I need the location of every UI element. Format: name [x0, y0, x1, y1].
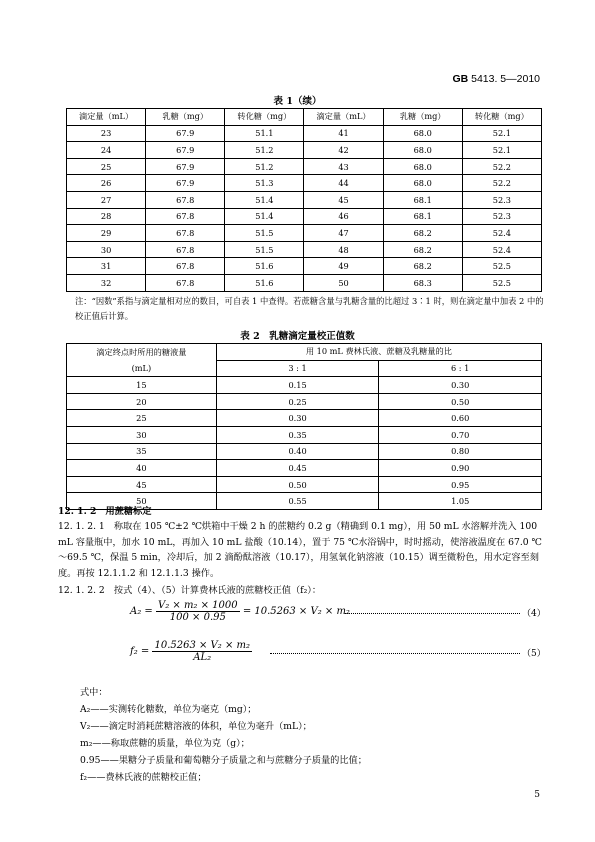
table2-row: [67, 460, 542, 477]
table1-cell: 48: [304, 241, 383, 258]
table1-header-cell: 乳糖（mg）: [146, 109, 225, 126]
table2-cell: 0.45: [216, 460, 379, 477]
table1-cell: 51.2: [225, 158, 304, 175]
table1-cell: 68.0: [383, 125, 462, 142]
table1-row: [67, 191, 542, 208]
formula-4-rhs: = 10.5263 × V₂ × m₂: [242, 606, 350, 617]
table1-cell: 31: [67, 258, 146, 275]
table1-cell: 51.6: [225, 274, 304, 291]
table2-row: [67, 426, 542, 443]
formula-5-number: （5）: [522, 649, 546, 659]
table1-cell: 32: [67, 274, 146, 291]
table2-cell: 20: [67, 393, 217, 410]
table1-cell: 30: [67, 241, 146, 258]
table1-cell: 52.2: [462, 175, 541, 192]
formula-5-fraction: [152, 640, 252, 663]
table2-cell: 35: [67, 443, 217, 460]
table2-cell: 0.50: [216, 476, 379, 493]
table2-cell: 0.55: [216, 493, 379, 510]
table2-cell: 0.25: [216, 393, 379, 410]
table1-cell: 46: [304, 208, 383, 225]
table1-cell: 44: [304, 175, 383, 192]
table2-header-ratio2: 6 : 1: [379, 360, 542, 377]
table1-cell: 67.8: [146, 191, 225, 208]
formula-4: [130, 600, 350, 623]
table2-cell: 0.95: [379, 476, 542, 493]
table1-cell: 51.5: [225, 225, 304, 242]
table1-caption: 表 1（续）: [273, 96, 322, 107]
table2-caption: 表 2 乳糖滴定量校正值数: [240, 331, 355, 342]
table1-row: [67, 125, 542, 142]
table1-cell: 51.5: [225, 241, 304, 258]
table1-header-row: [67, 109, 542, 126]
table1-cell: 67.9: [146, 158, 225, 175]
table1-cell: 68.0: [383, 158, 462, 175]
table1-cell: 52.4: [462, 241, 541, 258]
table1-cell: 42: [304, 142, 383, 159]
table1-cell: 50: [304, 274, 383, 291]
table1-cell: 43: [304, 158, 383, 175]
table1-cell: 68.3: [383, 274, 462, 291]
table1-row: [67, 208, 542, 225]
table1-cell: 25: [67, 158, 146, 175]
table1-cell: 68.0: [383, 175, 462, 192]
table2-cell: 30: [67, 426, 217, 443]
table2-header-col1-unit: (mL): [67, 360, 217, 377]
table2-cell: 0.30: [216, 410, 379, 427]
table1-cell: 51.2: [225, 142, 304, 159]
table1-row: [67, 175, 542, 192]
formula-5-numerator: 10.5263 × V₂ × m₂: [154, 640, 251, 651]
table1-header-cell: 转化糖（mg）: [225, 109, 304, 126]
table1: [66, 108, 542, 292]
formula-5: [130, 640, 252, 663]
table1-cell: 68.2: [383, 258, 462, 275]
table1-cell: 67.9: [146, 175, 225, 192]
table2-cell: 0.50: [379, 393, 542, 410]
table1-cell: 51.6: [225, 258, 304, 275]
table1-header-cell: 滴定量（mL）: [304, 109, 383, 126]
formula-4-number: （4）: [522, 609, 546, 619]
table1-cell: 24: [67, 142, 146, 159]
table2-cell: 0.70: [379, 426, 542, 443]
table2-cell: 40: [67, 460, 217, 477]
table1-cell: 26: [67, 175, 146, 192]
table1-cell: 28: [67, 208, 146, 225]
table1-cell: 68.2: [383, 225, 462, 242]
table2-cell: 0.30: [379, 377, 542, 394]
table2-cell: 0.15: [216, 377, 379, 394]
table2-cell: 45: [67, 476, 217, 493]
section-paragraph-1: 12. 1. 2. 1 称取在 105 ℃±2 ℃烘箱中干燥 2 h 的蔗糖约 0.2 g（精确到 0.1 mg），用 50 mL 水溶解并洗入 100 mL 容量瓶中，加水 10 mL，再加入 10 mL 盐酸（10.14），置于 75 ℃水浴锅中，时时摇动，使溶液温度在 67.0 ℃～69.5 ℃，保温 5 min，冷却后，加 2 滴酚酞溶液（10.17），用氢氧化钠溶液（10.15）调至微粉色，用水定容至刻度。再按 12.1.1.2 和 12.1.1.3 操作。: [58, 521, 542, 579]
table1-cell: 52.3: [462, 208, 541, 225]
table2-cell: 15: [67, 377, 217, 394]
table1-cell: 27: [67, 191, 146, 208]
definition-item: m₂——称取蔗糖的质量，单位为克（g）；: [80, 738, 250, 749]
table2-row: [67, 476, 542, 493]
table1-header-cell: 滴定量（mL）: [67, 109, 146, 126]
table1-cell: 51.1: [225, 125, 304, 142]
table1-cell: 49: [304, 258, 383, 275]
table1-cell: 29: [67, 225, 146, 242]
table2-header-ratio1: 3 : 1: [216, 360, 379, 377]
table1-row: [67, 274, 542, 291]
table2-cell: 1.05: [379, 493, 542, 510]
table1-cell: 23: [67, 125, 146, 142]
table2-cell: 0.40: [216, 443, 379, 460]
table1-cell: 67.9: [146, 125, 225, 142]
page-number: 5: [534, 790, 540, 800]
table1-cell: 68.0: [383, 142, 462, 159]
table1-cell: 51.4: [225, 208, 304, 225]
definition-item: V₂——滴定时消耗蔗糖溶液的体积，单位为毫升（mL）；: [80, 721, 312, 732]
table1-cell: 67.9: [146, 142, 225, 159]
table1-row: [67, 225, 542, 242]
table1-cell: 52.5: [462, 274, 541, 291]
definition-item: f₂——费林氏液的蔗糖校正值；: [80, 772, 207, 783]
table1-row: [67, 258, 542, 275]
table2-cell: 0.35: [216, 426, 379, 443]
table2-row: [67, 393, 542, 410]
table1-cell: 45: [304, 191, 383, 208]
table2-row: [67, 410, 542, 427]
table1-cell: 52.2: [462, 158, 541, 175]
table2-cell: 25: [67, 410, 217, 427]
formula-4-lhs: A₂ =: [130, 606, 153, 617]
definition-item: A₂——实测转化糖数，单位为毫克（mg）；: [80, 704, 257, 715]
table1-row: [67, 241, 542, 258]
table1-cell: 67.8: [146, 241, 225, 258]
table2-cell: 0.80: [379, 443, 542, 460]
table1-cell: 52.1: [462, 142, 541, 159]
formula-5-denominator: AL₂: [193, 652, 212, 663]
formula-4-denominator: 100 × 0.95: [169, 612, 226, 623]
table1-cell: 52.1: [462, 125, 541, 142]
table2: [66, 343, 542, 510]
formula-4-numerator: V₂ × m₂ × 1000: [157, 600, 238, 611]
table1-cell: 52.3: [462, 191, 541, 208]
table1-cell: 51.4: [225, 191, 304, 208]
formula-4-fraction: [156, 600, 240, 623]
table1-cell: 68.1: [383, 191, 462, 208]
definitions-intro: 式中：: [80, 687, 108, 698]
table1-cell: 67.8: [146, 258, 225, 275]
table2-header-col1: 滴定终点时所用的糖液量: [67, 344, 217, 361]
table1-cell: 41: [304, 125, 383, 142]
table1-cell: 47: [304, 225, 383, 242]
table1-cell: 52.5: [462, 258, 541, 275]
table1-cell: 68.1: [383, 208, 462, 225]
table2-cell: 50: [67, 493, 217, 510]
formula-5-lhs: f₂ =: [130, 646, 150, 657]
table1-cell: 51.3: [225, 175, 304, 192]
section-paragraph-2: 12. 1. 2. 2 按式（4）、（5）计算费林氏液的蔗糖校正值（f₂）：: [58, 585, 322, 596]
table2-row: [67, 443, 542, 460]
table2-row: [67, 377, 542, 394]
section-heading: 12. 1. 2 用蔗糖标定: [58, 506, 152, 517]
formula-5-leader: [270, 653, 520, 654]
standard-number: GB 5413. 5—2010: [452, 73, 540, 85]
table2-header-span: 用 10 mL 费林氏液、蔗糖及乳糖量的比: [216, 344, 541, 361]
table1-cell: 68.2: [383, 241, 462, 258]
table1-note: 注：“因数”系指与滴定量相对应的数目，可自表 1 中查得。若蔗糖含量与乳糖含量的比超过 3∶1 时，则在滴定量中加表 2 中的校正值后计算。: [75, 296, 544, 321]
table1-row: [67, 142, 542, 159]
table2-cell: 0.90: [379, 460, 542, 477]
table1-header-cell: 乳糖（mg）: [383, 109, 462, 126]
table2-cell: 0.60: [379, 410, 542, 427]
table1-cell: 67.8: [146, 208, 225, 225]
definition-item: 0.95——果糖分子质量和葡萄糖分子质量之和与蔗糖分子质量的比值；: [80, 755, 367, 766]
table1-cell: 52.4: [462, 225, 541, 242]
table1-row: [67, 158, 542, 175]
table1-cell: 67.8: [146, 225, 225, 242]
table1-header-cell: 转化糖（mg）: [462, 109, 541, 126]
formula-4-leader: [345, 613, 520, 614]
table1-cell: 67.8: [146, 274, 225, 291]
